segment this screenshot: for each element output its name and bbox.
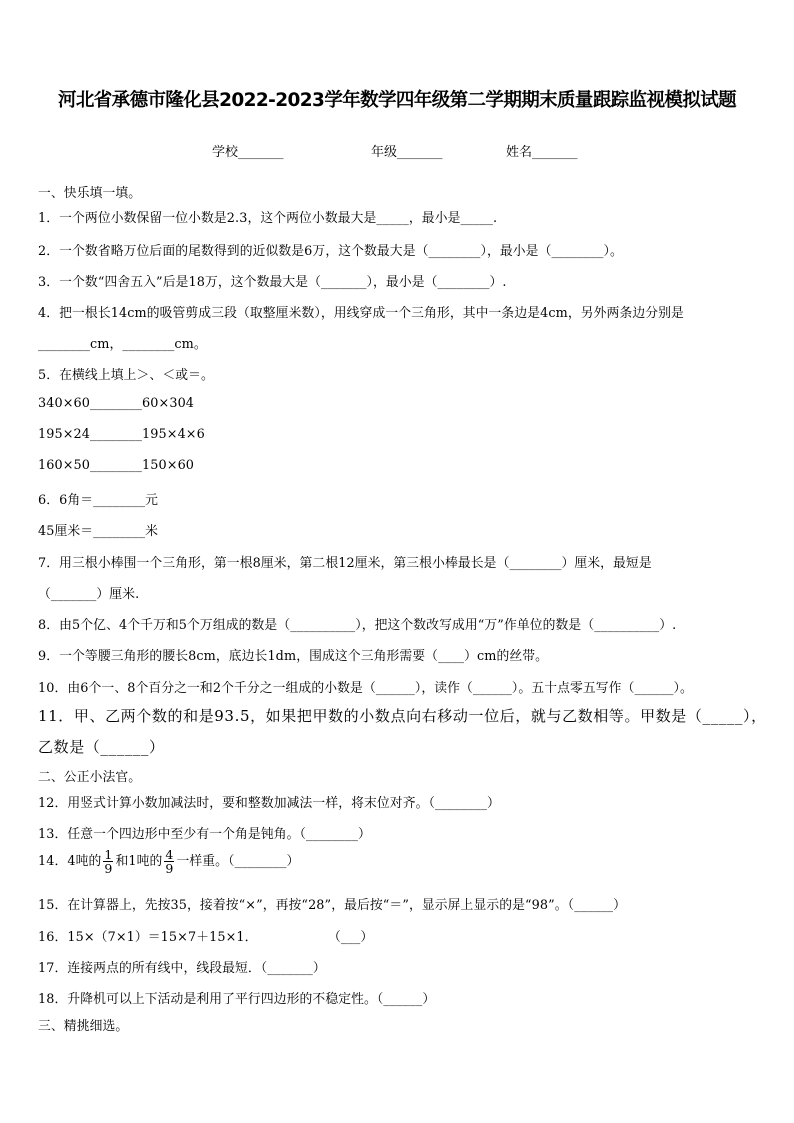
question-1: 1．一个两位小数保留一位小数是2.3，这个两位小数最大是_____，最小是_____. — [38, 211, 498, 226]
exam-title: 河北省承德市隆化县2022-2023学年数学四年级第二学期期末质量跟踪监视模拟试题 — [57, 90, 737, 111]
name-field: 姓名_______ — [506, 145, 578, 160]
question-16: 16．15×（7×1）＝15×7＋15×1． — [38, 930, 258, 945]
question-3: 3．一个数“四舍五入”后是18万，这个数最大是（_______），最小是（________）. — [38, 275, 507, 290]
question-13: 13．任意一个四边形中至少有一个角是钝角。（________） — [38, 827, 371, 842]
question-16-answer: （___） — [328, 930, 374, 945]
fraction-2-numerator: 4 — [165, 847, 174, 862]
question-5-item-a: 340×60________60×304 — [38, 396, 195, 411]
question-18: 18．升降机可以上下活动是利用了平行四边形的不稳定性。（______） — [38, 992, 436, 1007]
question-5-item-c: 160×50________150×60 — [38, 458, 195, 473]
question-12: 12．用竖式计算小数加减法时，要和整数加减法一样，将末位对齐。（________） — [38, 796, 500, 811]
fraction-2-denominator: 9 — [165, 861, 174, 876]
grade-field: 年级_______ — [371, 145, 443, 160]
question-9: 9．一个等腰三角形的腰长8cm，底边长1dm，围成这个三角形需要（____）cm的丝带。 — [38, 649, 549, 664]
fraction-1-denominator: 9 — [104, 861, 113, 876]
question-14-middle: 和1吨的 — [115, 854, 163, 869]
question-8: 8．由5个亿、4个千万和5个万组成的数是（__________），把这个数改写成用“万”作单位的数是（__________）. — [38, 618, 677, 633]
fraction-1-numerator: 1 — [104, 847, 113, 862]
question-11-line-1: 11．甲、乙两个数的和是93.5，如果把甲数的小数点向右移动一位后，就与乙数相等。甲数是（_____）， — [38, 707, 767, 725]
question-4-line-1: 4．把一根长14cm的吸管剪成三段（取整厘米数），用线穿成一个三角形，其中一条边是4cm，另外两条边分别是 — [38, 306, 684, 321]
question-14 — [38, 848, 299, 875]
question-2: 2．一个数省略万位后面的尾数得到的近似数是6万，这个数最大是（________），最小是（________）。 — [38, 244, 623, 259]
section-heading-1: 一、快乐填一填。 — [38, 186, 142, 201]
fraction-one-ninth — [103, 848, 113, 875]
question-7-line-2: （_______）厘米. — [38, 587, 140, 602]
question-5-item-b: 195×24________195×4×6 — [38, 427, 205, 442]
question-10: 10．由6个一、8个百分之一和2个千分之一组成的小数是（______），读作（______）。五十点零五写作（______）。 — [38, 681, 693, 696]
question-6-line-1: 6．6角＝________元 — [38, 493, 159, 508]
question-4-line-2: ________cm，________cm。 — [38, 337, 207, 352]
section-heading-2: 二、公正小法官。 — [38, 770, 142, 785]
question-11-line-2: 乙数是（______） — [38, 738, 165, 756]
fraction-four-ninths — [164, 848, 174, 875]
section-heading-3: 三、精挑细选。 — [38, 1019, 129, 1034]
school-field: 学校_______ — [212, 145, 284, 160]
question-6-line-2: 45厘米＝________米 — [38, 524, 159, 539]
question-15: 15．在计算器上，先按35，接着按“×”，再按“28”，最后按“＝”，显示屏上显示的是“98”。（______） — [38, 898, 627, 913]
question-17: 17．连接两点的所有线中，线段最短．（_______） — [38, 961, 326, 976]
question-7-line-1: 7．用三根小棒围一个三角形，第一根8厘米，第二根12厘米，第三根小棒最长是（________）厘米，最短是 — [38, 556, 652, 571]
question-14-prefix: 14．4吨的 — [38, 854, 102, 869]
question-14-suffix: 一样重。（________） — [176, 854, 300, 869]
question-5: 5．在横线上填上＞、＜或＝。 — [38, 368, 214, 383]
